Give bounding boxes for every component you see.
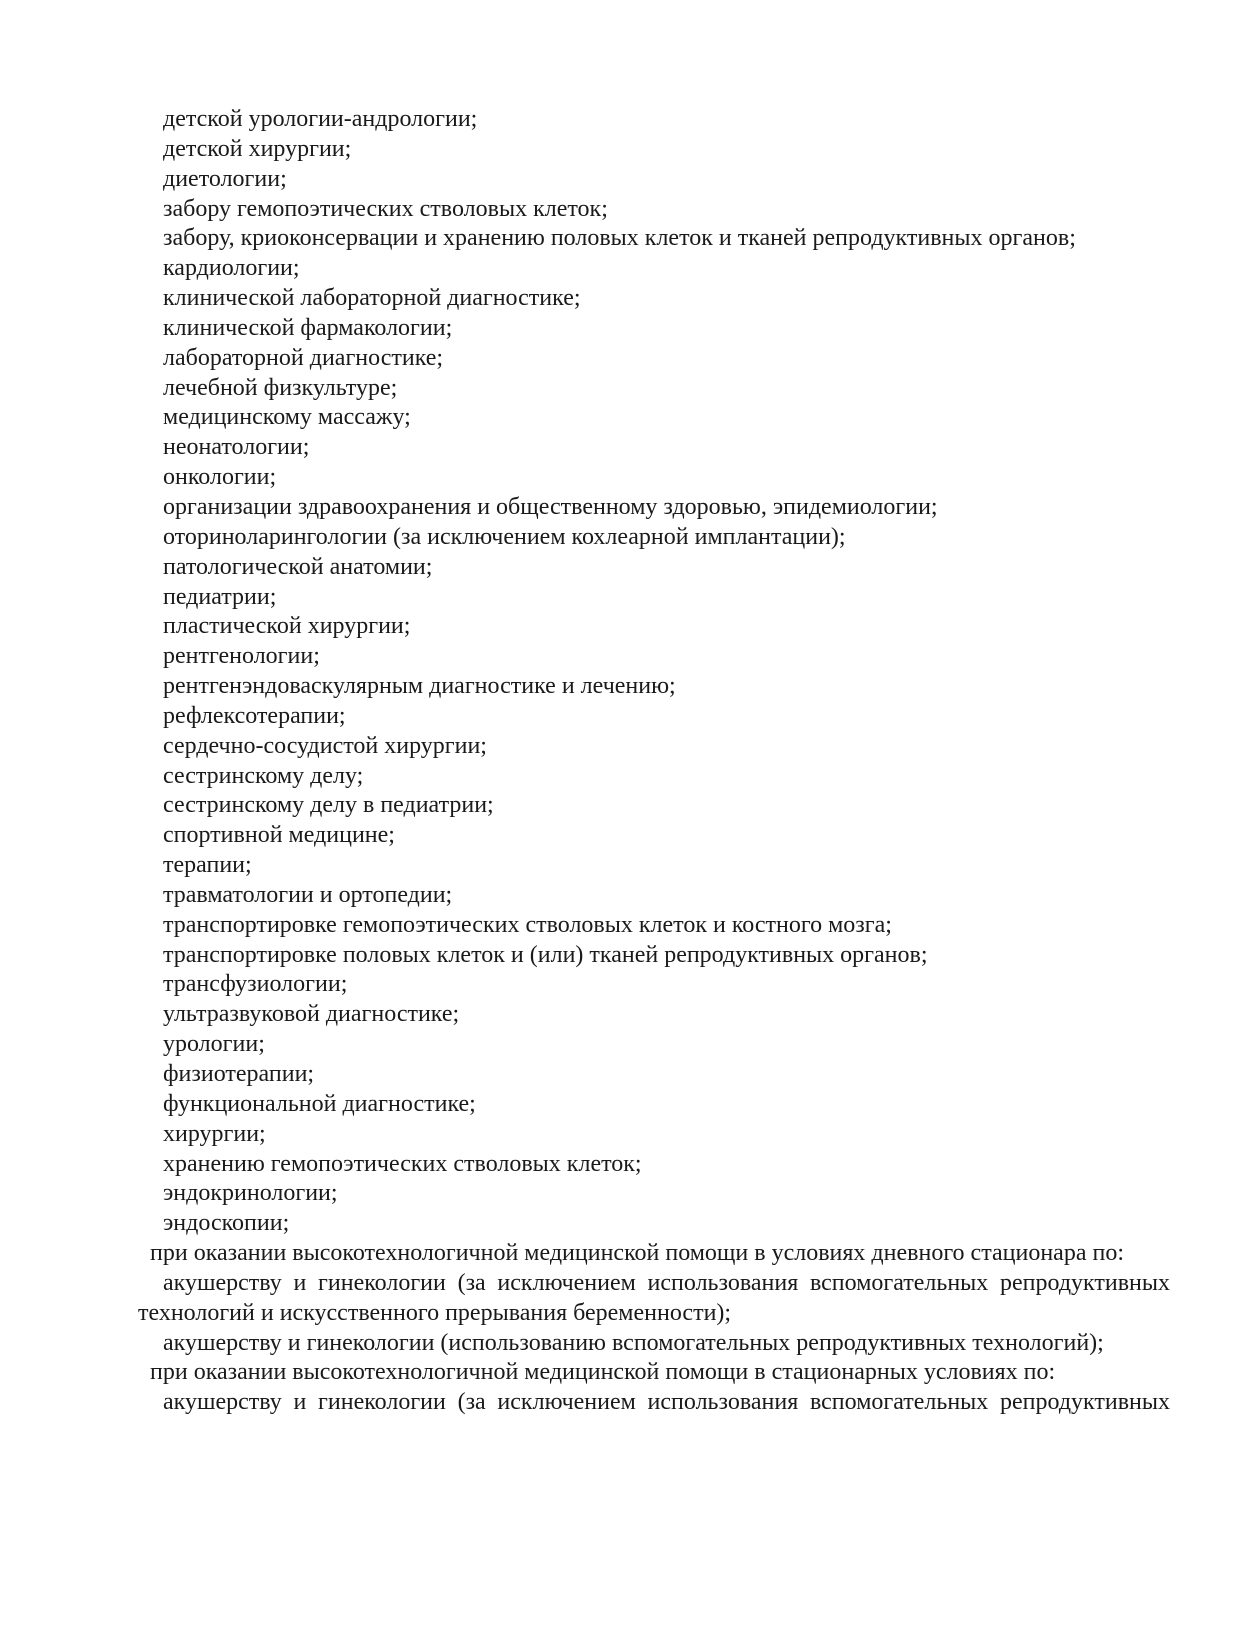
list-item-line: организации здравоохранения и общественному здоровью, эпидемиологии; bbox=[163, 493, 938, 520]
list-item-line: онкологии; bbox=[163, 464, 277, 491]
list-item-line: хранению гемопоэтических стволовых клеток; bbox=[163, 1150, 642, 1177]
list-item-line: пластической хирургии; bbox=[163, 613, 411, 640]
list-item-line: рефлексотерапии; bbox=[163, 702, 346, 729]
list-item-line: эндокринологии; bbox=[163, 1180, 338, 1207]
list-item-line: акушерству и гинекологии (использованию вспомогательных репродуктивных технологий); bbox=[163, 1329, 1104, 1356]
list-item-line: медицинскому массажу; bbox=[163, 404, 411, 431]
list-item-line: транспортировке половых клеток и (или) тканей репродуктивных органов; bbox=[163, 941, 928, 968]
list-item-line: трансфузиологии; bbox=[163, 971, 348, 998]
list-item-line: клинической лабораторной диагностике; bbox=[163, 285, 581, 312]
list-item-line: хирургии; bbox=[163, 1120, 266, 1147]
list-item-line: неонатологии; bbox=[163, 434, 310, 461]
list-item-line: кардиологии; bbox=[163, 255, 300, 282]
list-item-line: функциональной диагностике; bbox=[163, 1090, 476, 1117]
list-item-line: акушерству и гинекологии (за исключением использования вспомогательных репродуктивных технологий и искусственного прерывания беременности); bbox=[138, 1269, 1170, 1326]
list-item-line: сестринскому делу; bbox=[163, 762, 364, 789]
list-item-line: педиатрии; bbox=[163, 583, 277, 610]
list-item-line: эндоскопии; bbox=[163, 1210, 290, 1237]
list-item-line: ультразвуковой диагностике; bbox=[163, 1001, 460, 1028]
list-item-line: спортивной медицине; bbox=[163, 822, 395, 849]
list-item-line: физиотерапии; bbox=[163, 1061, 315, 1087]
list-item-line: лабораторной диагностике; bbox=[163, 344, 444, 371]
list-item-line: детской урологии-андрологии; bbox=[163, 106, 478, 132]
list-item-line: урологии; bbox=[163, 1031, 265, 1058]
list-item-line: диетологии; bbox=[163, 165, 287, 192]
medical-activities-list bbox=[138, 105, 1170, 1418]
list-item-line: детской хирургии; bbox=[163, 135, 352, 162]
list-item-line: рентгенологии; bbox=[163, 643, 320, 670]
list-item-line: оториноларингологии (за исключением кохлеарной имплантации); bbox=[163, 523, 846, 550]
list-item-line: забору гемопоэтических стволовых клеток; bbox=[163, 195, 608, 222]
list-item-line: акушерству и гинекологии (за исключением использования вспомогательных репродуктивных bbox=[163, 1389, 1170, 1416]
list-item-line: сестринскому делу в педиатрии; bbox=[163, 792, 494, 819]
list-item-line: рентгенэндоваскулярным диагностике и лечению; bbox=[163, 673, 676, 700]
list-item-line: терапии; bbox=[163, 852, 252, 879]
section-heading-line: при оказании высокотехнологичной медицинской помощи в стационарных условиях по: bbox=[150, 1359, 1056, 1386]
list-item-line: сердечно-сосудистой хирургии; bbox=[163, 732, 487, 759]
list-item-line: забору, криоконсервации и хранению половых клеток и тканей репродуктивных органов; bbox=[163, 225, 1076, 252]
section-heading-line: при оказании высокотехнологичной медицинской помощи в условиях дневного стационара по: bbox=[150, 1240, 1124, 1267]
list-item-line: транспортировке гемопоэтических стволовых клеток и костного мозга; bbox=[163, 911, 892, 938]
list-item-line: клинической фармакологии; bbox=[163, 314, 453, 341]
list-item-line: лечебной физкультуре; bbox=[163, 374, 398, 401]
list-item-line: патологической анатомии; bbox=[163, 553, 433, 580]
list-item-line: травматологии и ортопедии; bbox=[163, 881, 453, 908]
